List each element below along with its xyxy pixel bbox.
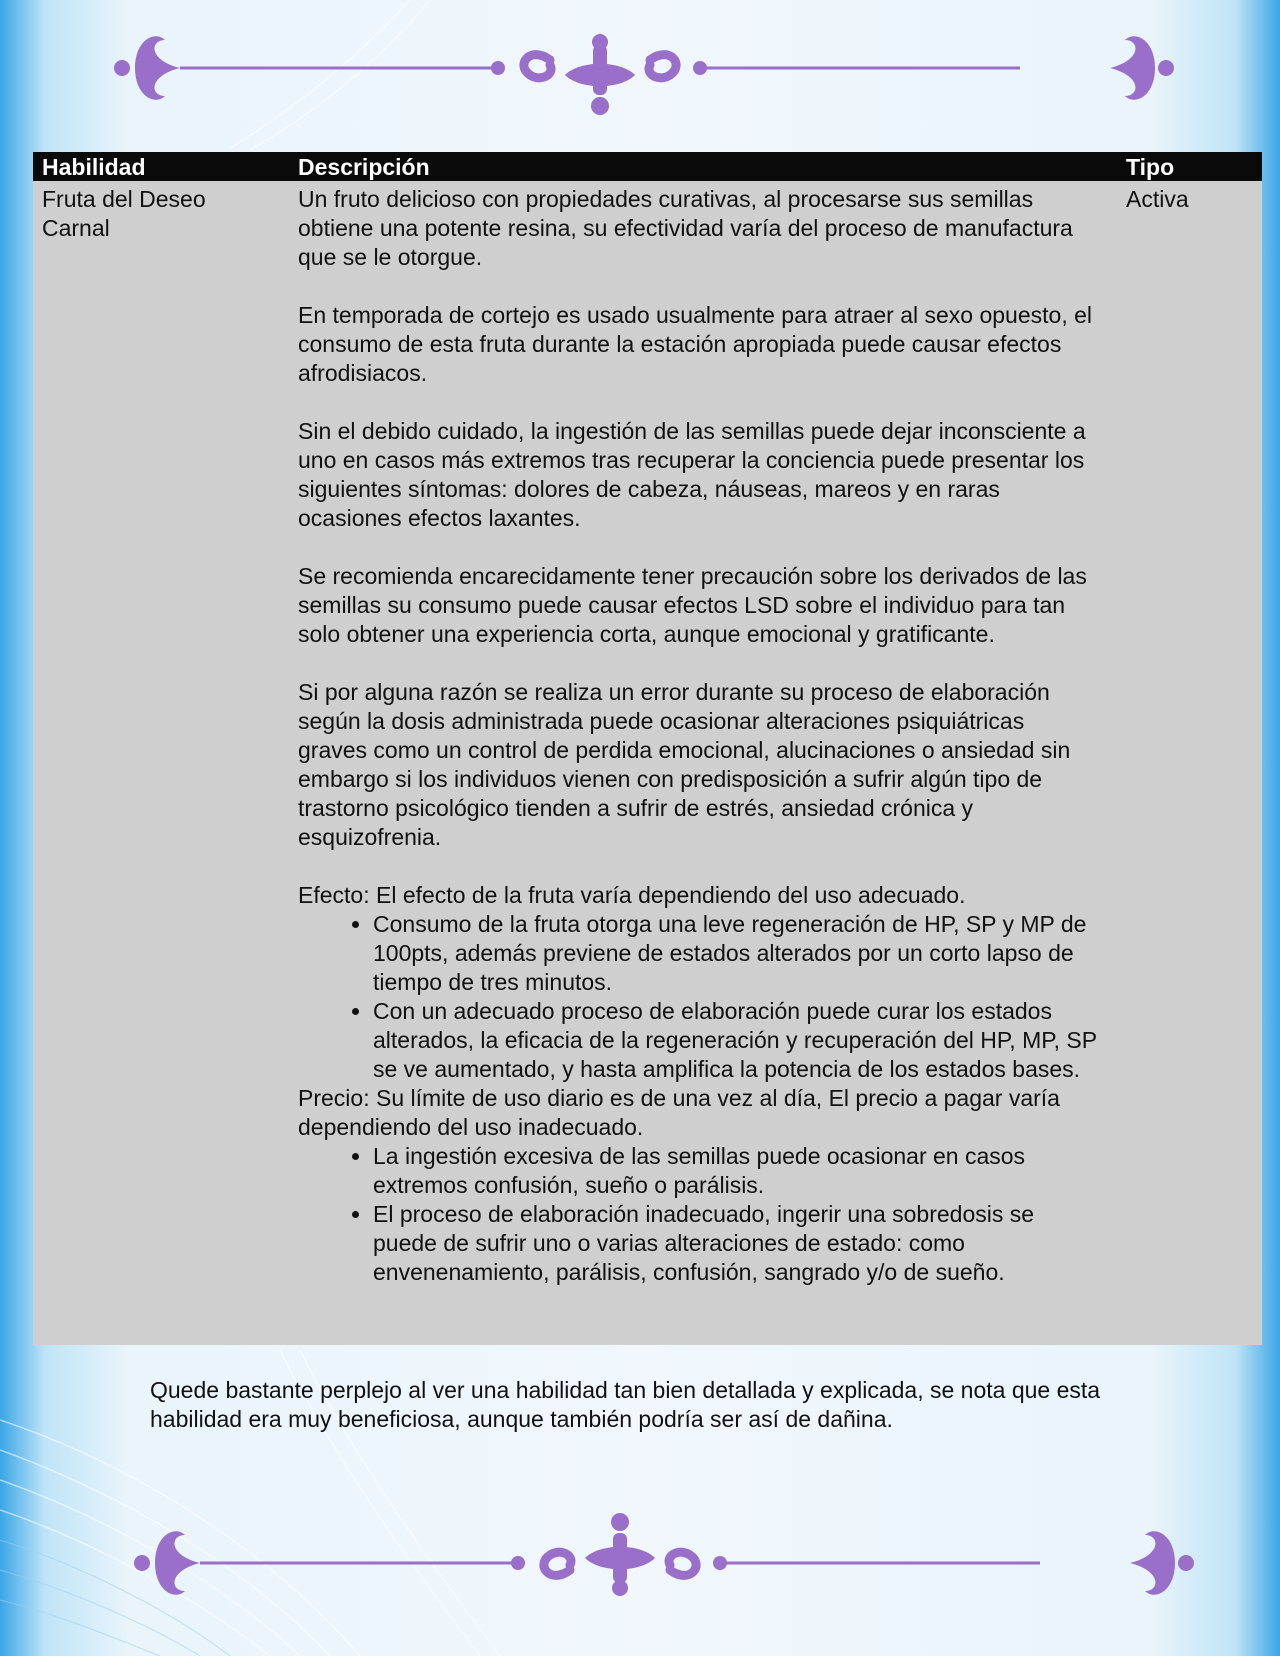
price-list <box>298 1142 1098 1287</box>
effect-item: • Con un adecuado proceso de elaboración puede curar los estados alterados, la eficacia de la regeneración y recuperación del HP, MP, SP se ve aumentado, y hasta amplifica la potencia de los estados bases. <box>373 997 1098 1084</box>
skill-type: Activa <box>1126 186 1189 212</box>
skill-description <box>298 185 1098 1287</box>
description-paragraph: Sin el debido cuidado, la ingestión de las semillas puede dejar inconsciente a uno en casos más extremos tras recuperar la conciencia puede presentar los siguientes síntomas: dolores de cabeza, náuseas, mareos y en raras ocasiones efectos laxantes. <box>298 418 1086 531</box>
bottom-ornament <box>130 1508 1200 1608</box>
description-paragraph: En temporada de cortejo es usado usualmente para atraer al sexo opuesto, el consumo de esta fruta durante la estación apropiada puede causar efectos afrodisiacos. <box>298 302 1092 386</box>
header-descripcion: Descripción <box>298 154 430 180</box>
effect-item: • Consumo de la fruta otorga una leve regeneración de HP, SP y MP de 100pts, además previene de estados alterados por un corto lapso de tiempo de tres minutos. <box>373 910 1098 997</box>
effect-intro: Efecto: El efecto de la fruta varía dependiendo del uso adecuado. <box>298 882 966 908</box>
price-item: • El proceso de elaboración inadecuado, ingerir una sobredosis se puede de sufrir uno o varias alteraciones de estado: como envenenamiento, parálisis, confusión, sangrado y/o de sueño. <box>373 1200 1098 1287</box>
header-habilidad: Habilidad <box>42 154 146 180</box>
description-paragraph: Un fruto delicioso con propiedades curativas, al procesarse sus semillas obtiene una potente resina, su efectividad varía del proceso de manufactura que se le otorgue. <box>298 186 1073 270</box>
skill-name: Fruta del Deseo Carnal <box>42 186 206 241</box>
skill-table <box>33 152 1262 1345</box>
narration-paragraph: Quede bastante perplejo al ver una habilidad tan bien detallada y explicada, se nota que esta habilidad era muy beneficiosa, aunque también podría ser así de dañina. <box>150 1377 1101 1432</box>
header-tipo: Tipo <box>1126 154 1175 180</box>
table-header <box>33 152 1262 181</box>
description-paragraph: Se recomienda encarecidamente tener precaución sobre los derivados de las semillas su consumo puede causar efectos LSD sobre el individuo para tan solo obtener una experiencia corta, aunque emocional y gratificante. <box>298 563 1087 647</box>
price-item: • La ingestión excesiva de las semillas puede ocasionar en casos extremos confusión, sueño o parálisis. <box>373 1142 1098 1200</box>
top-ornament <box>110 20 1180 120</box>
price-intro: Precio: Su límite de uso diario es de una vez al día, El precio a pagar varía dependiendo del uso inadecuado. <box>298 1085 1060 1140</box>
effect-list <box>298 910 1098 1084</box>
description-paragraph: Si por alguna razón se realiza un error durante su proceso de elaboración según la dosis administrada puede ocasionar alteraciones psiquiátricas graves como un control de perdida emocional, alucinaciones o ansiedad sin embargo si los individuos vienen con predisposición a sufrir algún tipo de trastorno psicológico tienden a sufrir de estrés, ansiedad crónica y esquizofrenia. <box>298 679 1071 850</box>
